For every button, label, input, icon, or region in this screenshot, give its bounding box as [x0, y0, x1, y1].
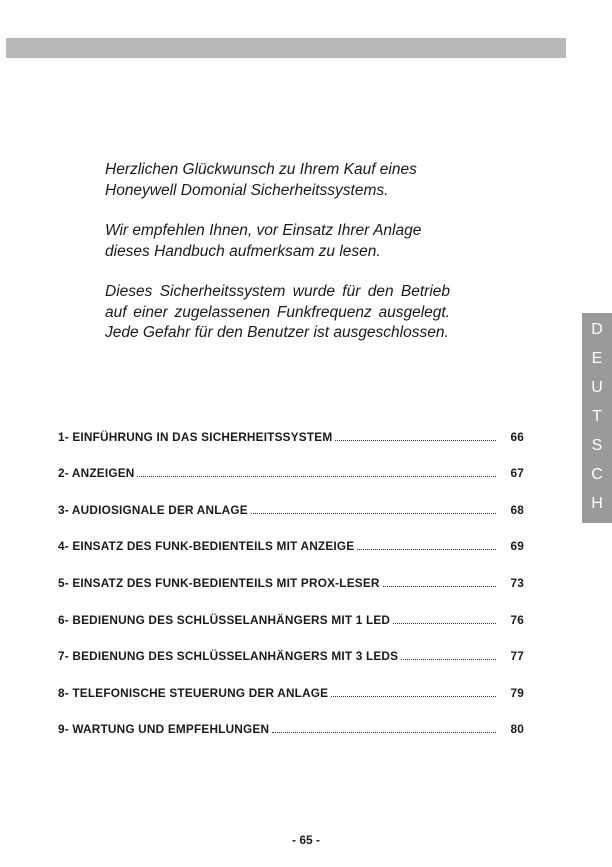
toc-leader-dots [335, 439, 496, 441]
intro-text [105, 160, 450, 364]
toc-entry[interactable] [58, 663, 524, 700]
toc-leader-dots [393, 622, 496, 624]
intro-paragraph-1: Herzlichen Glückwunsch zu Ihrem Kauf eines Honeywell Domonial Sicherheitssystems. [105, 161, 417, 199]
toc-entry-page: 77 [510, 649, 524, 664]
toc-leader-dots [401, 658, 496, 660]
toc-entry-label: 8- TELEFONISCHE STEUERUNG DER ANLAGE [58, 685, 329, 700]
toc-entry-page: 80 [510, 722, 524, 737]
toc-leader-dots [331, 695, 496, 697]
language-tab-letter: H [591, 495, 603, 512]
toc-entry[interactable] [58, 480, 524, 517]
toc-entry-label: 5- EINSATZ DES FUNK-BEDIENTEILS MIT PROX-LESER [58, 575, 380, 590]
toc-entry-label: 4- EINSATZ DES FUNK-BEDIENTEILS MIT ANZEIGE [58, 539, 355, 554]
toc-entry-label: 3- AUDIOSIGNALE DER ANLAGE [58, 502, 248, 517]
toc-entry-label: 1- EINFÜHRUNG IN DAS SICHERHEITSSYSTEM [58, 429, 333, 444]
page-number: - 65 - [291, 833, 320, 847]
toc-entry-page: 76 [510, 612, 524, 627]
toc-entry-page: 69 [510, 539, 524, 554]
language-tab [582, 313, 612, 523]
toc-entry-label: 6- BEDIENUNG DES SCHLÜSSELANHÄNGERS MIT 1 LED [58, 612, 391, 627]
toc-entry[interactable] [58, 627, 524, 664]
header-bar [6, 38, 566, 58]
language-tab-letter: U [591, 379, 603, 396]
language-tab-letter: E [591, 350, 603, 367]
language-tab-letter: S [591, 437, 603, 454]
toc-entry-page: 68 [510, 502, 524, 517]
language-tab-letter: T [592, 408, 602, 425]
toc-entry-page: 66 [510, 429, 524, 444]
toc-entry[interactable] [58, 590, 524, 627]
toc-entry-label: 9- WARTUNG UND EMPFEHLUNGEN [58, 722, 270, 737]
toc-entry[interactable] [58, 444, 524, 481]
toc-leader-dots [251, 512, 496, 514]
toc-entry[interactable] [58, 553, 524, 590]
toc-leader-dots [137, 475, 496, 477]
toc-entry-page: 73 [510, 575, 524, 590]
toc-entry[interactable] [58, 700, 524, 737]
toc-entry[interactable] [58, 407, 524, 444]
toc-entry-page: 79 [510, 685, 524, 700]
toc-leader-dots [272, 731, 496, 733]
toc-entry-label: 2- ANZEIGEN [58, 466, 135, 481]
toc-leader-dots [383, 585, 496, 587]
table-of-contents [58, 429, 524, 736]
language-tab-letter: C [591, 466, 603, 483]
toc-leader-dots [357, 548, 496, 550]
language-tab-letter: D [591, 321, 603, 338]
intro-paragraph-2: Wir empfehlen Ihnen, vor Einsatz Ihrer Anlage dieses Handbuch aufmerksam zu lesen. [105, 222, 422, 260]
toc-entry[interactable] [58, 517, 524, 554]
toc-entry-label: 7- BEDIENUNG DES SCHLÜSSELANHÄNGERS MIT 3 LEDS [58, 649, 399, 664]
toc-entry-page: 67 [510, 466, 524, 481]
intro-paragraph-3: Dieses Sicherheitssystem wurde für den Betrieb auf einer zugelassenen Funkfrequenz ausgelegt. Jede Gefahr für den Benutzer ist ausgeschlossen. [105, 283, 450, 341]
